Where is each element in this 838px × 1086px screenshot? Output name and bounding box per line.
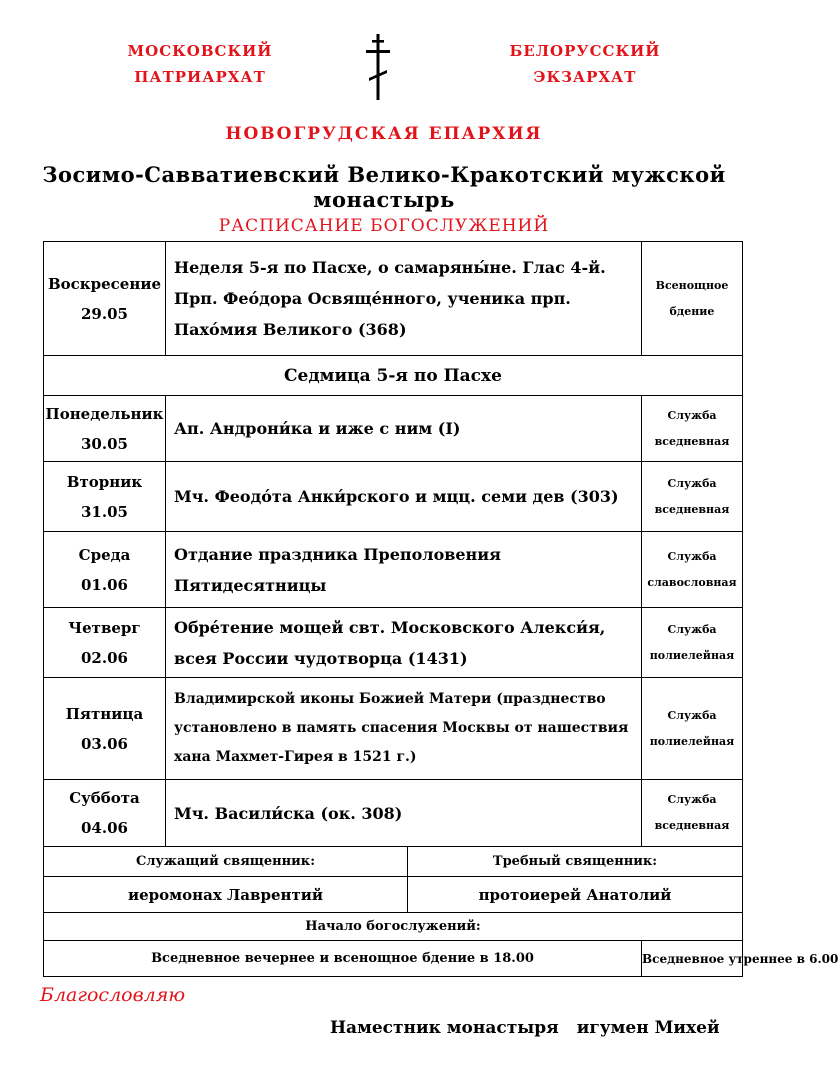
patriarchate-line2: ПАТРИАРХАТ [134,68,266,86]
treb-priest-name: протоиерей Анатолий [408,877,743,913]
evening-service-time: Вседневное вечернее и всенощное бдение в 18.00 [44,941,642,977]
feast-description: Мч. Феодо́та Анки́рского и мцц. семи дев (303) [166,462,642,532]
day-cell [44,396,166,462]
service-type-line2: вседневная [654,434,730,448]
service-type-cell [642,780,743,847]
service-times-row [44,941,743,977]
day-date: 31.05 [81,502,128,521]
day-date: 02.06 [81,648,128,667]
treb-priest-label: Требный священник: [408,847,743,877]
service-type-line1: Служба [667,708,717,722]
day-name: Воскресение [47,274,161,293]
serving-priest-name: иеромонах Лаврентий [44,877,408,913]
schedule-row [44,532,743,608]
schedule-row [44,396,743,462]
serving-priest-label: Служащий священник: [44,847,408,877]
day-date: 30.05 [81,434,128,453]
day-date: 29.05 [81,304,128,323]
day-cell [44,608,166,678]
day-name: Пятница [65,704,144,723]
priest-names-row [44,877,743,913]
service-type-line2: полиелейная [649,648,735,662]
day-date: 04.06 [81,819,128,837]
signer-name: игумен Михей [576,1018,720,1038]
service-type-cell [642,532,743,608]
orthodox-cross-icon [364,34,392,100]
day-date: 03.06 [81,734,128,753]
service-type-line1: Служба [667,408,717,422]
schedule-table [43,241,838,977]
signer-line [330,1018,720,1038]
service-start-label: Начало богослужений: [44,913,743,941]
feast-description: Отдание праздника Преполовения Пятидесятницы [166,532,642,608]
blessing-text: Благословляю [40,984,186,1006]
service-type-line2: вседневная [654,819,730,832]
service-type-cell [642,462,743,532]
day-cell [44,780,166,847]
day-name: Четверг [68,618,141,637]
header-left [115,38,285,90]
service-type-line1: Всенощное [655,278,729,292]
feast-description: Ап. Андрони́ка и иже с ним (I) [166,396,642,462]
service-type-line1: Служба [667,549,717,563]
week-title-row [44,356,743,396]
schedule-row [44,780,743,847]
day-name: Вторник [66,472,143,491]
service-type-line1: Служба [667,793,717,806]
service-type-line2: вседневная [654,502,730,516]
monastery-title: Зосимо-Савватиевский Велико-Кракотский мужской монастырь [42,162,726,212]
schedule-row-sunday [44,242,743,356]
feast-description: Владимирской иконы Божией Матери (празднество установлено в память спасения Москвы от нашествия хана Махмет-Гирея в 1521 г.) [166,678,642,780]
feast-description: Неделя 5-я по Пасхе, о самаряны́не. Глас 4-й. Прп. Фео́дора Освяще́нного, ученика прп. Пахо́мия Великого (368) [166,242,642,356]
day-cell [44,462,166,532]
service-type-cell [642,608,743,678]
exarchate-line2: ЭКЗАРХАТ [533,68,637,86]
service-type-cell [642,396,743,462]
day-cell [44,532,166,608]
day-name: Среда [78,545,131,564]
eparchy-title: НОВОГРУДСКАЯ ЕПАРХИЯ [225,124,543,144]
service-type-line2: полиелейная [649,734,735,748]
morning-service-time: Вседневное утреннее в 6.00 [642,941,743,977]
service-type-line1: Служба [667,476,717,490]
schedule-row [44,608,743,678]
day-cell [44,678,166,780]
day-date: 01.06 [81,575,128,594]
start-label-row [44,913,743,941]
priest-labels-row [44,847,743,877]
day-name: Понедельник [45,404,164,423]
feast-description: Мч. Васили́ска (ок. 308) [166,780,642,847]
schedule-row [44,462,743,532]
schedule-row [44,678,743,780]
patriarchate-line1: МОСКОВСКИЙ [127,42,273,60]
day-name: Суббота [69,789,140,807]
service-type-cell [642,678,743,780]
schedule-title: РАСПИСАНИЕ БОГОСЛУЖЕНИЙ [218,216,550,236]
header-right [500,38,670,90]
week-title: Седмица 5-я по Пасхе [44,356,743,396]
feast-description: Обре́тение мощей свт. Московского Алекси́я, всея России чудотворца (1431) [166,608,642,678]
service-type-line1: Служба [667,622,717,636]
signer-title: Наместник монастыря [330,1018,559,1038]
service-type-line2: бдение [669,304,715,318]
service-type-line2: славословная [647,575,737,589]
day-cell [44,242,166,356]
exarchate-line1: БЕЛОРУССКИЙ [509,42,661,60]
service-type-cell [642,242,743,356]
